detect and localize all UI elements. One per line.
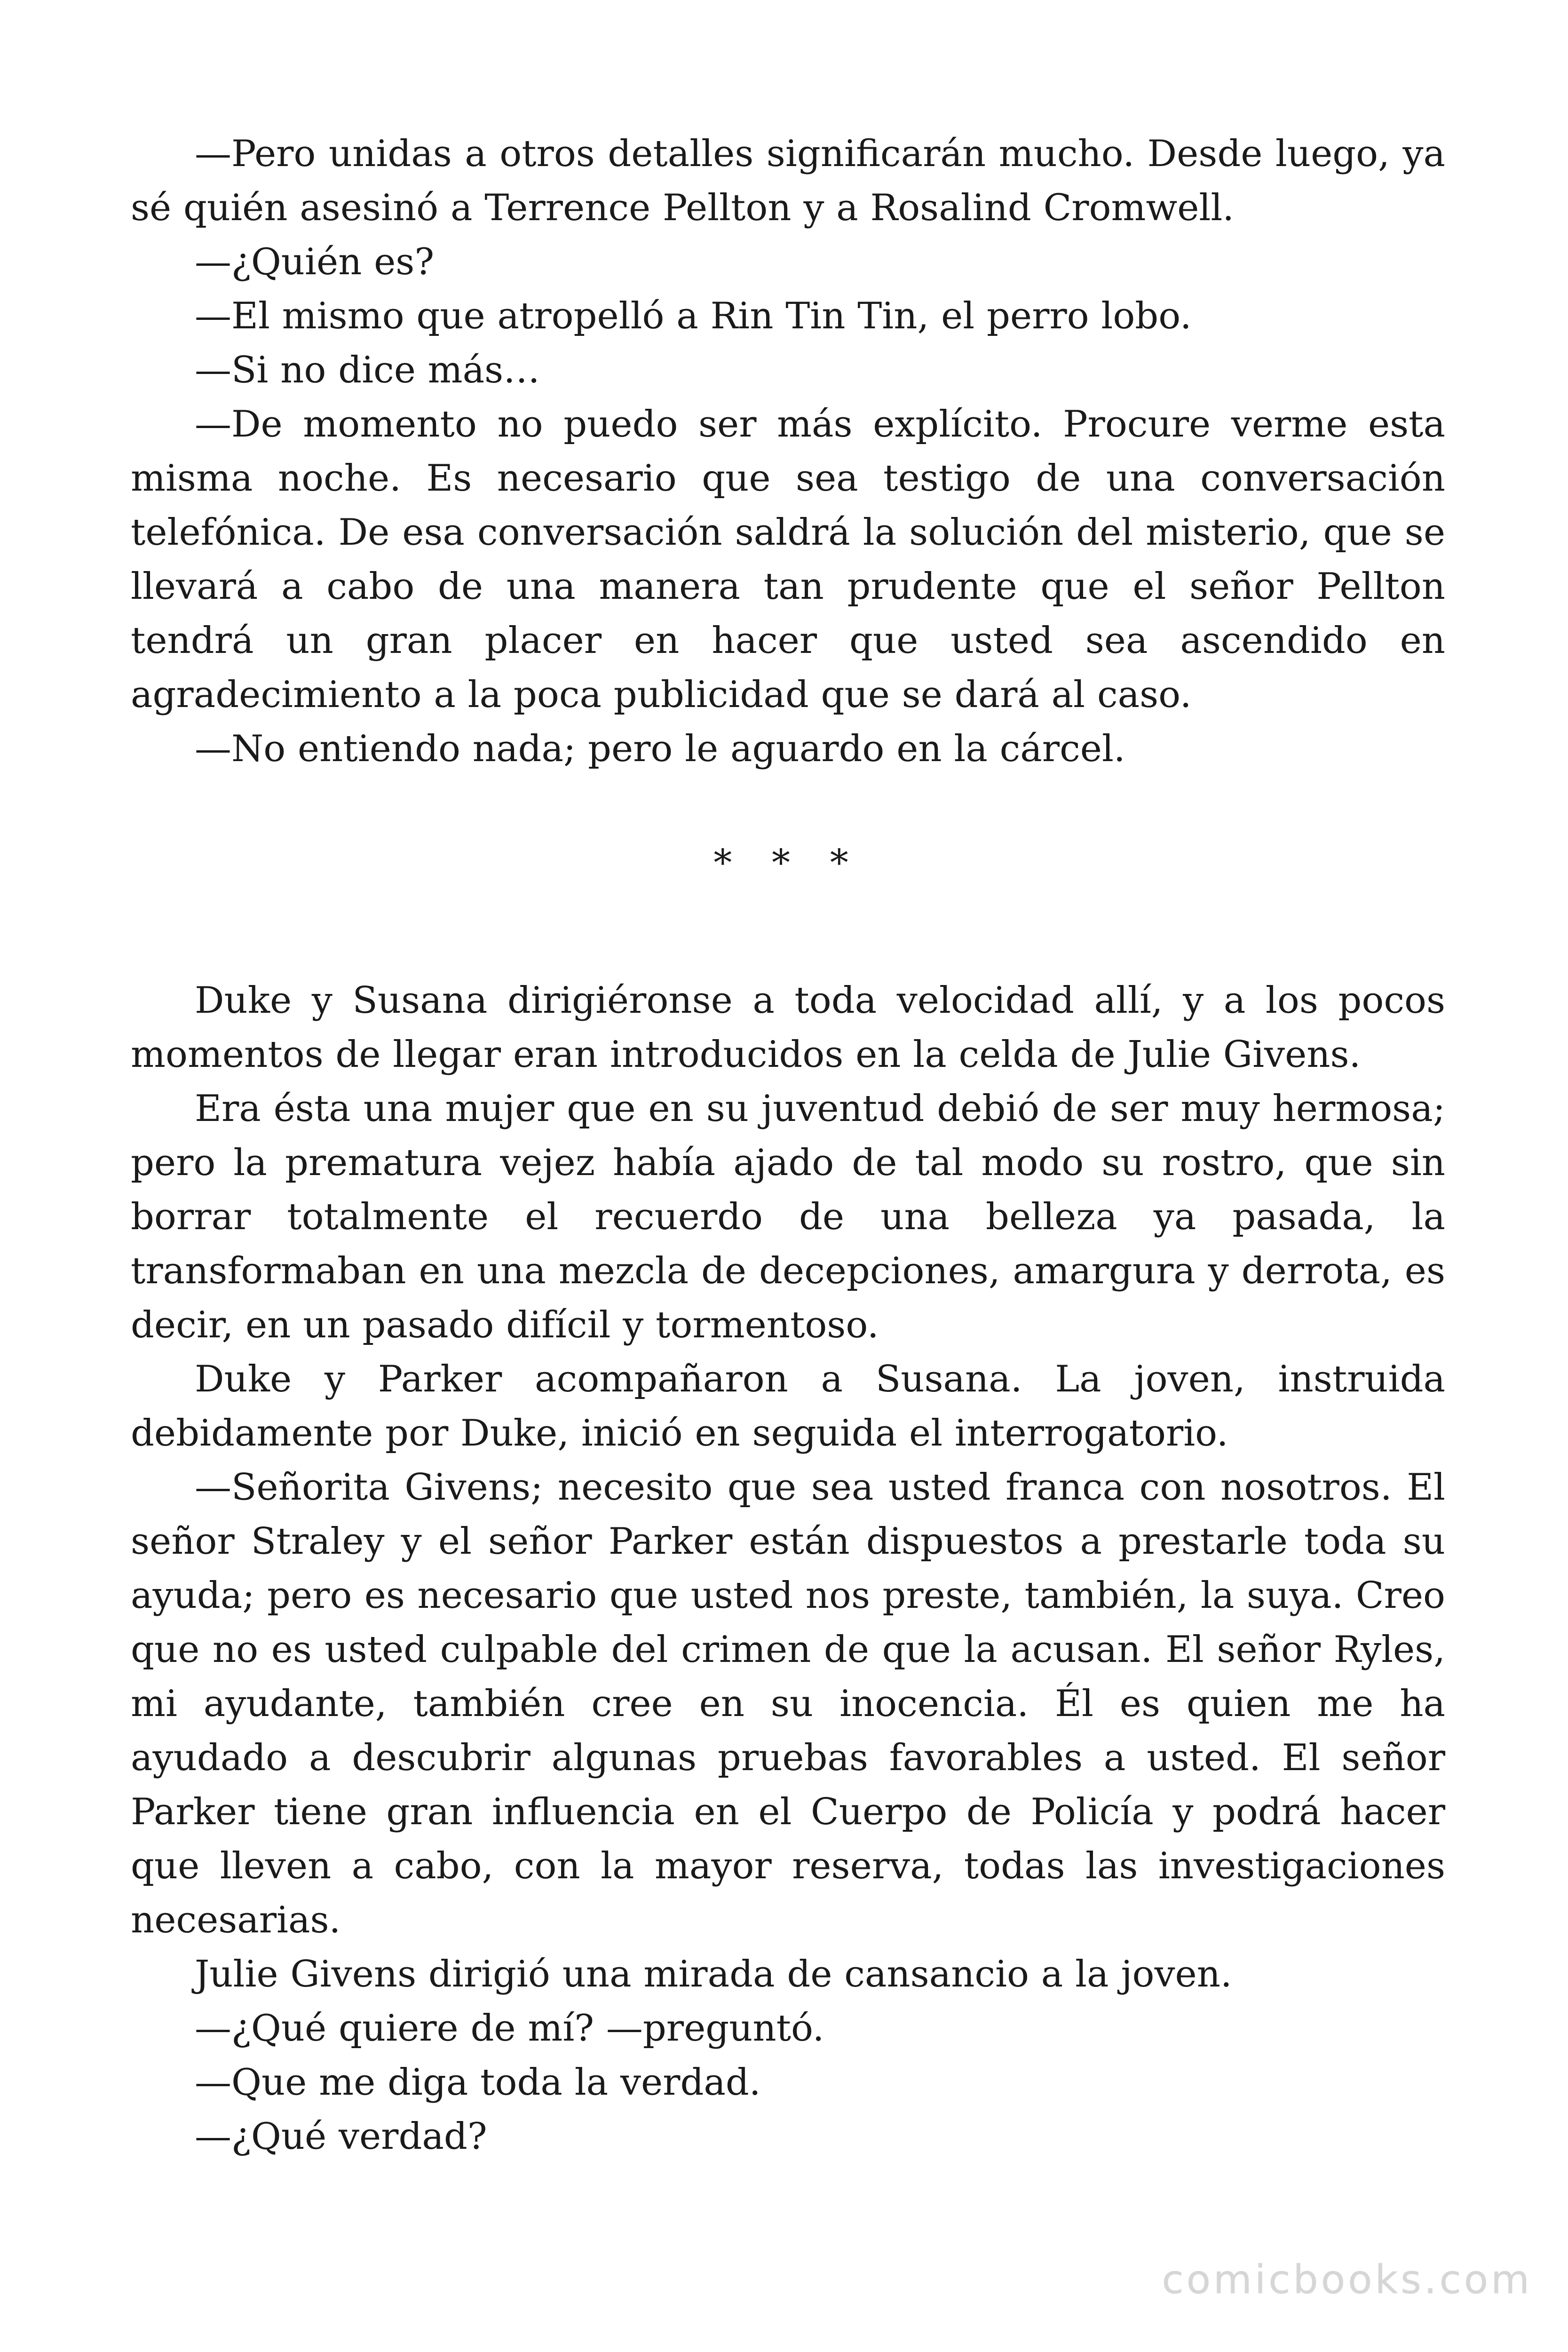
paragraph: —De momento no puedo ser más explícito. Procure verme esta misma noche. Es necesario que sea testigo de una conversación telefónica. De esa conversación saldrá la solución del misterio, que se llevará a cabo de una manera tan prudente que el señor Pellton tendrá un gran placer en hacer que usted sea ascendido en agradecimiento a la poca publicidad que se dará al caso. bbox=[131, 403, 1445, 716]
paragraph: Duke y Parker acompañaron a Susana. La joven, instruida debidamente por Duke, inició en seguida el interrogatorio. bbox=[131, 1358, 1445, 1454]
paragraph: —Señorita Givens; necesito que sea usted franca con nosotros. El señor Straley y el señor Parker están dispuestos a prestarle toda su ayuda; pero es necesario que usted nos preste, también, la suya. Creo que no es usted culpable del crimen de que la acusan. El señor Ryles, mi ayudante, también cree en su inocencia. Él es quien me ha ayudado a descubrir algunas pruebas favorables a usted. El señor Parker tiene gran influencia en el Cuerpo de Policía y podrá hacer que lleven a cabo, con la mayor reserva, todas las investigaciones necesarias. bbox=[131, 1466, 1445, 1941]
paragraph: —¿Qué quiere de mí? —preguntó. bbox=[195, 2007, 824, 2050]
paragraph: Duke y Susana dirigiéronse a toda velocidad allí, y a los pocos momentos de llegar eran introducidos en la celda de Julie Givens. bbox=[131, 979, 1445, 1076]
paragraph: —Si no dice más… bbox=[195, 349, 540, 391]
paragraph: —¿Quién es? bbox=[195, 241, 435, 283]
text-section-2 bbox=[131, 974, 1445, 2164]
scene-break: * * * bbox=[713, 842, 863, 884]
text-section-1 bbox=[131, 127, 1445, 776]
paragraph: —El mismo que atropelló a Rin Tin Tin, el perro lobo. bbox=[195, 295, 1192, 337]
paragraph: Era ésta una mujer que en su juventud debió de ser muy hermosa; pero la prematura vejez había ajado de tal modo su rostro, que sin borrar totalmente el recuerdo de una belleza ya pasada, la transformaban en una mezcla de decepciones, amargura y derrota, es decir, en un pasado difícil y tormentoso. bbox=[131, 1088, 1445, 1346]
paragraph: —No entiendo nada; pero le aguardo en la cárcel. bbox=[195, 728, 1125, 770]
watermark: comicbooks.com bbox=[1162, 2257, 1532, 2303]
paragraph: —Pero unidas a otros detalles significarán mucho. Desde luego, ya sé quién asesinó a Terrence Pellton y a Rosalind Cromwell. bbox=[131, 133, 1445, 229]
paragraph: Julie Givens dirigió una mirada de cansancio a la joven. bbox=[195, 1953, 1232, 1995]
paragraph: —¿Qué verdad? bbox=[195, 2115, 487, 2158]
paragraph: —Que me diga toda la verdad. bbox=[195, 2061, 761, 2104]
